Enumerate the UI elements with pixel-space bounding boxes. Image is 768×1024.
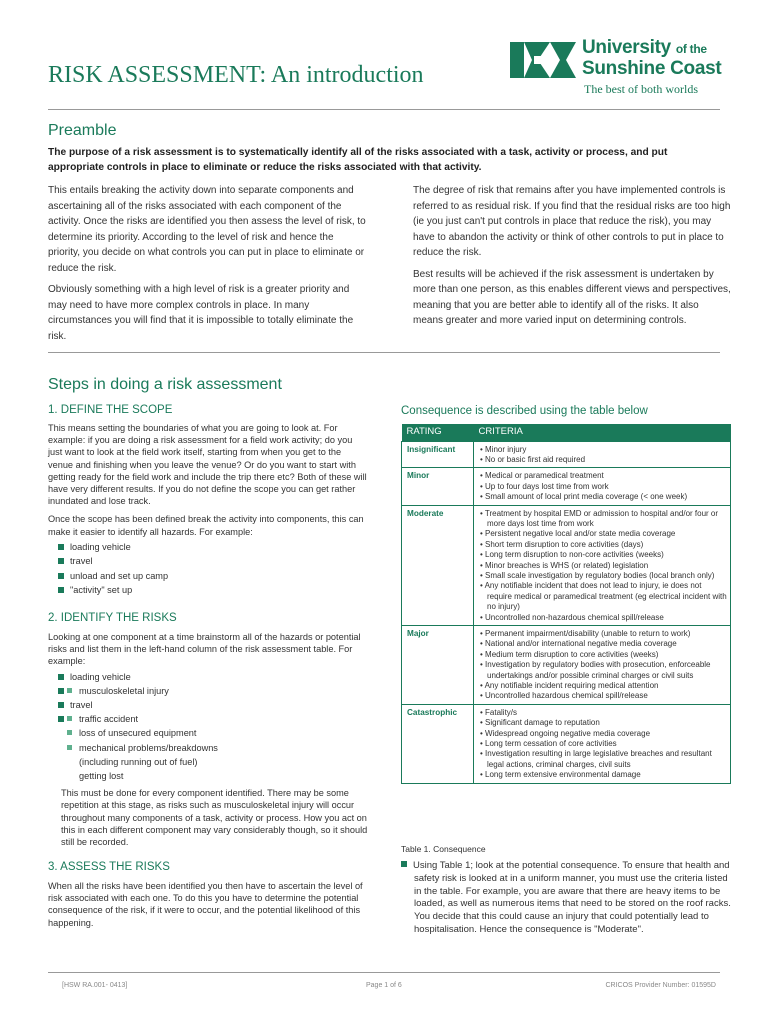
table-header-row	[402, 424, 731, 441]
list-item: musculoskeletal injury	[66, 684, 368, 698]
criteria-item: • Treatment by hospital EMD or admission to hospital and/or four or more days lost time from work	[480, 508, 719, 528]
footer-doc-code: [HSW RA.001- 0413]	[62, 982, 128, 989]
criteria-item: • National and/or international negative media coverage	[480, 639, 677, 649]
list-item: loading vehicle	[57, 670, 368, 684]
criteria-cell	[474, 505, 731, 625]
rating-cell: Moderate	[402, 505, 474, 625]
criteria-item: • Fatality/s	[480, 707, 518, 717]
section-divider	[48, 352, 720, 353]
step1-list	[57, 540, 368, 598]
criteria-item: • Minor injury	[480, 444, 527, 454]
criteria-item: • Uncontrolled hazardous chemical spill/release	[480, 691, 648, 701]
list-item: mechanical problems/breakdowns	[66, 741, 368, 755]
preamble-left-column	[48, 183, 366, 350]
list-item: "activity" set up	[57, 583, 368, 597]
rating-cell: Major	[402, 626, 474, 705]
column-header-rating: RATING	[402, 424, 474, 441]
criteria-item: • Significant damage to reputation	[480, 718, 600, 728]
column-header-criteria: CRITERIA	[474, 424, 731, 441]
criteria-item: • Widespread ongoing negative media coverage	[480, 728, 651, 738]
footer-page-number: Page 1 of 6	[366, 982, 402, 989]
step1-p2: Once the scope has been defined break the activity into components, this can make it easier to identify all hazards. For example:	[48, 514, 364, 537]
criteria-item: • Long term cessation of core activities	[480, 739, 617, 749]
step2-list	[57, 670, 368, 784]
table-row	[402, 626, 731, 705]
footer-divider	[48, 972, 720, 973]
page-title	[48, 62, 424, 89]
criteria-item: • Long term disruption to non-core activities (weeks)	[480, 550, 664, 560]
criteria-item: • Small amount of local print media coverage (< one week)	[480, 492, 688, 502]
criteria-item: • Any notifiable incident requiring medical attention	[480, 681, 659, 691]
list-item: travel	[57, 554, 368, 568]
criteria-item: • Persistent negative local and/or state media coverage	[480, 529, 676, 539]
preamble-lead: The purpose of a risk assessment is to systematically identify all of the risks associated with a task, activity or process, and put appropriate controls in place to eliminate or reduce the risks associated with that activity.	[48, 147, 668, 173]
preamble-right-column	[413, 183, 731, 335]
consequence-table	[401, 424, 731, 784]
guidance-lead-in: Using Table 1; look at the potential consequence.	[413, 860, 620, 871]
university-logo	[510, 37, 730, 98]
criteria-item: • Medical or paramedical treatment	[480, 471, 604, 481]
step2-p1: Looking at one component at a time brainstorm all of the hazards or potential risks and list them in the left-hand column of the risk assessment table. For example:	[48, 632, 361, 667]
step1-p1: This means setting the boundaries of what you are going to look at. For example: if you are doing a risk assessment for a field work activity; do you just want to look at the field work itself, starting from when you get to the venue and finishing when you leave the venue? Or do you want to start with getting ready for the field work and include the trip there etc? Both of these will have very different results. If you do not define the scope you can get rather inundated and lose track.	[48, 423, 367, 507]
logo-wordmark: University of the Sunshine Coast	[582, 37, 722, 79]
criteria-item: • Small scale investigation by regulatory bodies (local branch only)	[480, 570, 715, 580]
rating-cell: Minor	[402, 468, 474, 505]
step2-heading: 2. IDENTIFY THE RISKS	[48, 612, 177, 624]
list-item: unload and set up camp	[57, 569, 368, 583]
table-row	[402, 505, 731, 625]
table-note: Table 1. Consequence	[401, 844, 486, 854]
table-caption: Consequence is described using the table below	[401, 405, 648, 417]
list-item: loading vehicle	[57, 540, 368, 554]
bullet-icon	[401, 861, 407, 867]
title-main: RISK ASSESSMENT:	[48, 62, 267, 88]
criteria-cell	[474, 704, 731, 783]
rating-cell: Catastrophic	[402, 704, 474, 783]
step2-body	[48, 631, 368, 848]
criteria-cell	[474, 441, 731, 468]
preamble-left-p1: This entails breaking the activity down into separate components and ascertaining all of the risks associated with each component of the activity. Once the risks are identified you then assess the level of risk, to determine its priority. According to the level of risk and hence the priority, you decide on what controls you can put in place to eliminate or reduce the risk.	[48, 185, 366, 274]
criteria-item: • Uncontrolled non-hazardous chemical spill/release	[480, 612, 664, 622]
header-divider	[48, 109, 720, 110]
list-item: getting lost	[79, 771, 124, 782]
list-item: travel	[57, 698, 368, 712]
list-item-continuation: (including running out of fuel)	[79, 756, 198, 767]
list-item: loss of unsecured equipment	[66, 726, 368, 740]
criteria-item: • Medium term disruption to core activities (weeks)	[480, 649, 659, 659]
step1-heading: 1. DEFINE THE SCOPE	[48, 404, 173, 416]
preamble-heading: Preamble	[48, 122, 117, 139]
logo-tagline: The best of both worlds	[584, 82, 698, 96]
rating-cell: Insignificant	[402, 441, 474, 468]
step1-body	[48, 422, 368, 597]
table-row	[402, 704, 731, 783]
guidance-text: To ensure that health and safety risk is looked at in a uniform manner, you must use the criteria listed in the table. For example, you are aware that there are heavy items to be loaded, as well as numerous items that need to be stored on the roof racks. You decide that this could cause an injury that could potentially lead to hospitalisation. Hence the consequence is "Moderate".	[414, 860, 731, 935]
title-sub: An introduction	[270, 62, 424, 88]
criteria-item: • Short term disruption to core activities (days)	[480, 539, 644, 549]
criteria-cell	[474, 626, 731, 705]
preamble-right-p1: The degree of risk that remains after you have implemented controls is referred to as residual risk. If you find that the residual risks are too high (ie you just can't put controls in place that reduce the risk), you may have to abandon the activity or think of other controls to put in place to reduce the risk.	[413, 185, 731, 258]
logo-mark-icon	[510, 40, 576, 80]
criteria-cell	[474, 468, 731, 505]
table-row	[402, 468, 731, 505]
footer-cricos: CRICOS Provider Number: 01595D	[605, 982, 716, 989]
criteria-item: • Long term extensive environmental damage	[480, 770, 641, 780]
criteria-item: • Up to four days lost time from work	[480, 481, 609, 491]
preamble-right-p2: Best results will be achieved if the risk assessment is undertaken by more than one person, as this enables different views and perspectives, meaning that you are better able to identify all of the risks. It also means greater and more varied input on determining controls.	[413, 268, 731, 326]
preamble-left-p2: Obviously something with a high level of risk is a greater priority and may need to have more complex controls in place. In many circumstances you will find that it is impossible to totally eliminate the risk.	[48, 284, 354, 342]
criteria-item: • Permanent impairment/disability (unable to return to work)	[480, 629, 691, 638]
criteria-item: • Investigation by regulatory bodies with prosecution, enforceable undertakings and/or possible criminal charges or civil suits	[480, 660, 711, 680]
step2-p2: This must be done for every component identified. There may be some repetition at this stage, as risks such as musculoskeletal injury will occur throughout many components of a task, activity or process. How you act on this in each different component may vary considerably though, so it should still be recorded.	[61, 788, 368, 848]
criteria-item: • Minor breaches is WHS (or related) legislation	[480, 560, 649, 570]
step3-body	[48, 880, 368, 929]
steps-heading: Steps in doing a risk assessment	[48, 376, 282, 393]
criteria-item: • Investigation resulting in large legislative breaches and resultant legal actions, criminal charges, civil suits	[480, 749, 712, 769]
step3-p1: When all the risks have been identified you then have to ascertain the level of risk associated with each one. To do this you have to determine the potential consequence of the risk, if it were to occur, and the potential likelihood of this happening.	[48, 881, 363, 928]
criteria-item: • No or basic first aid required	[480, 454, 586, 464]
criteria-item: • Any notifiable incident that does not lead to injury, ie does not require medical or paramedical treatment (eg electrical incident with no injury)	[480, 581, 727, 612]
table-body	[402, 441, 731, 783]
table-row	[402, 441, 731, 468]
step3-heading: 3. ASSESS THE RISKS	[48, 861, 170, 873]
consequence-guidance	[401, 860, 731, 937]
list-item: traffic accident	[66, 712, 368, 726]
